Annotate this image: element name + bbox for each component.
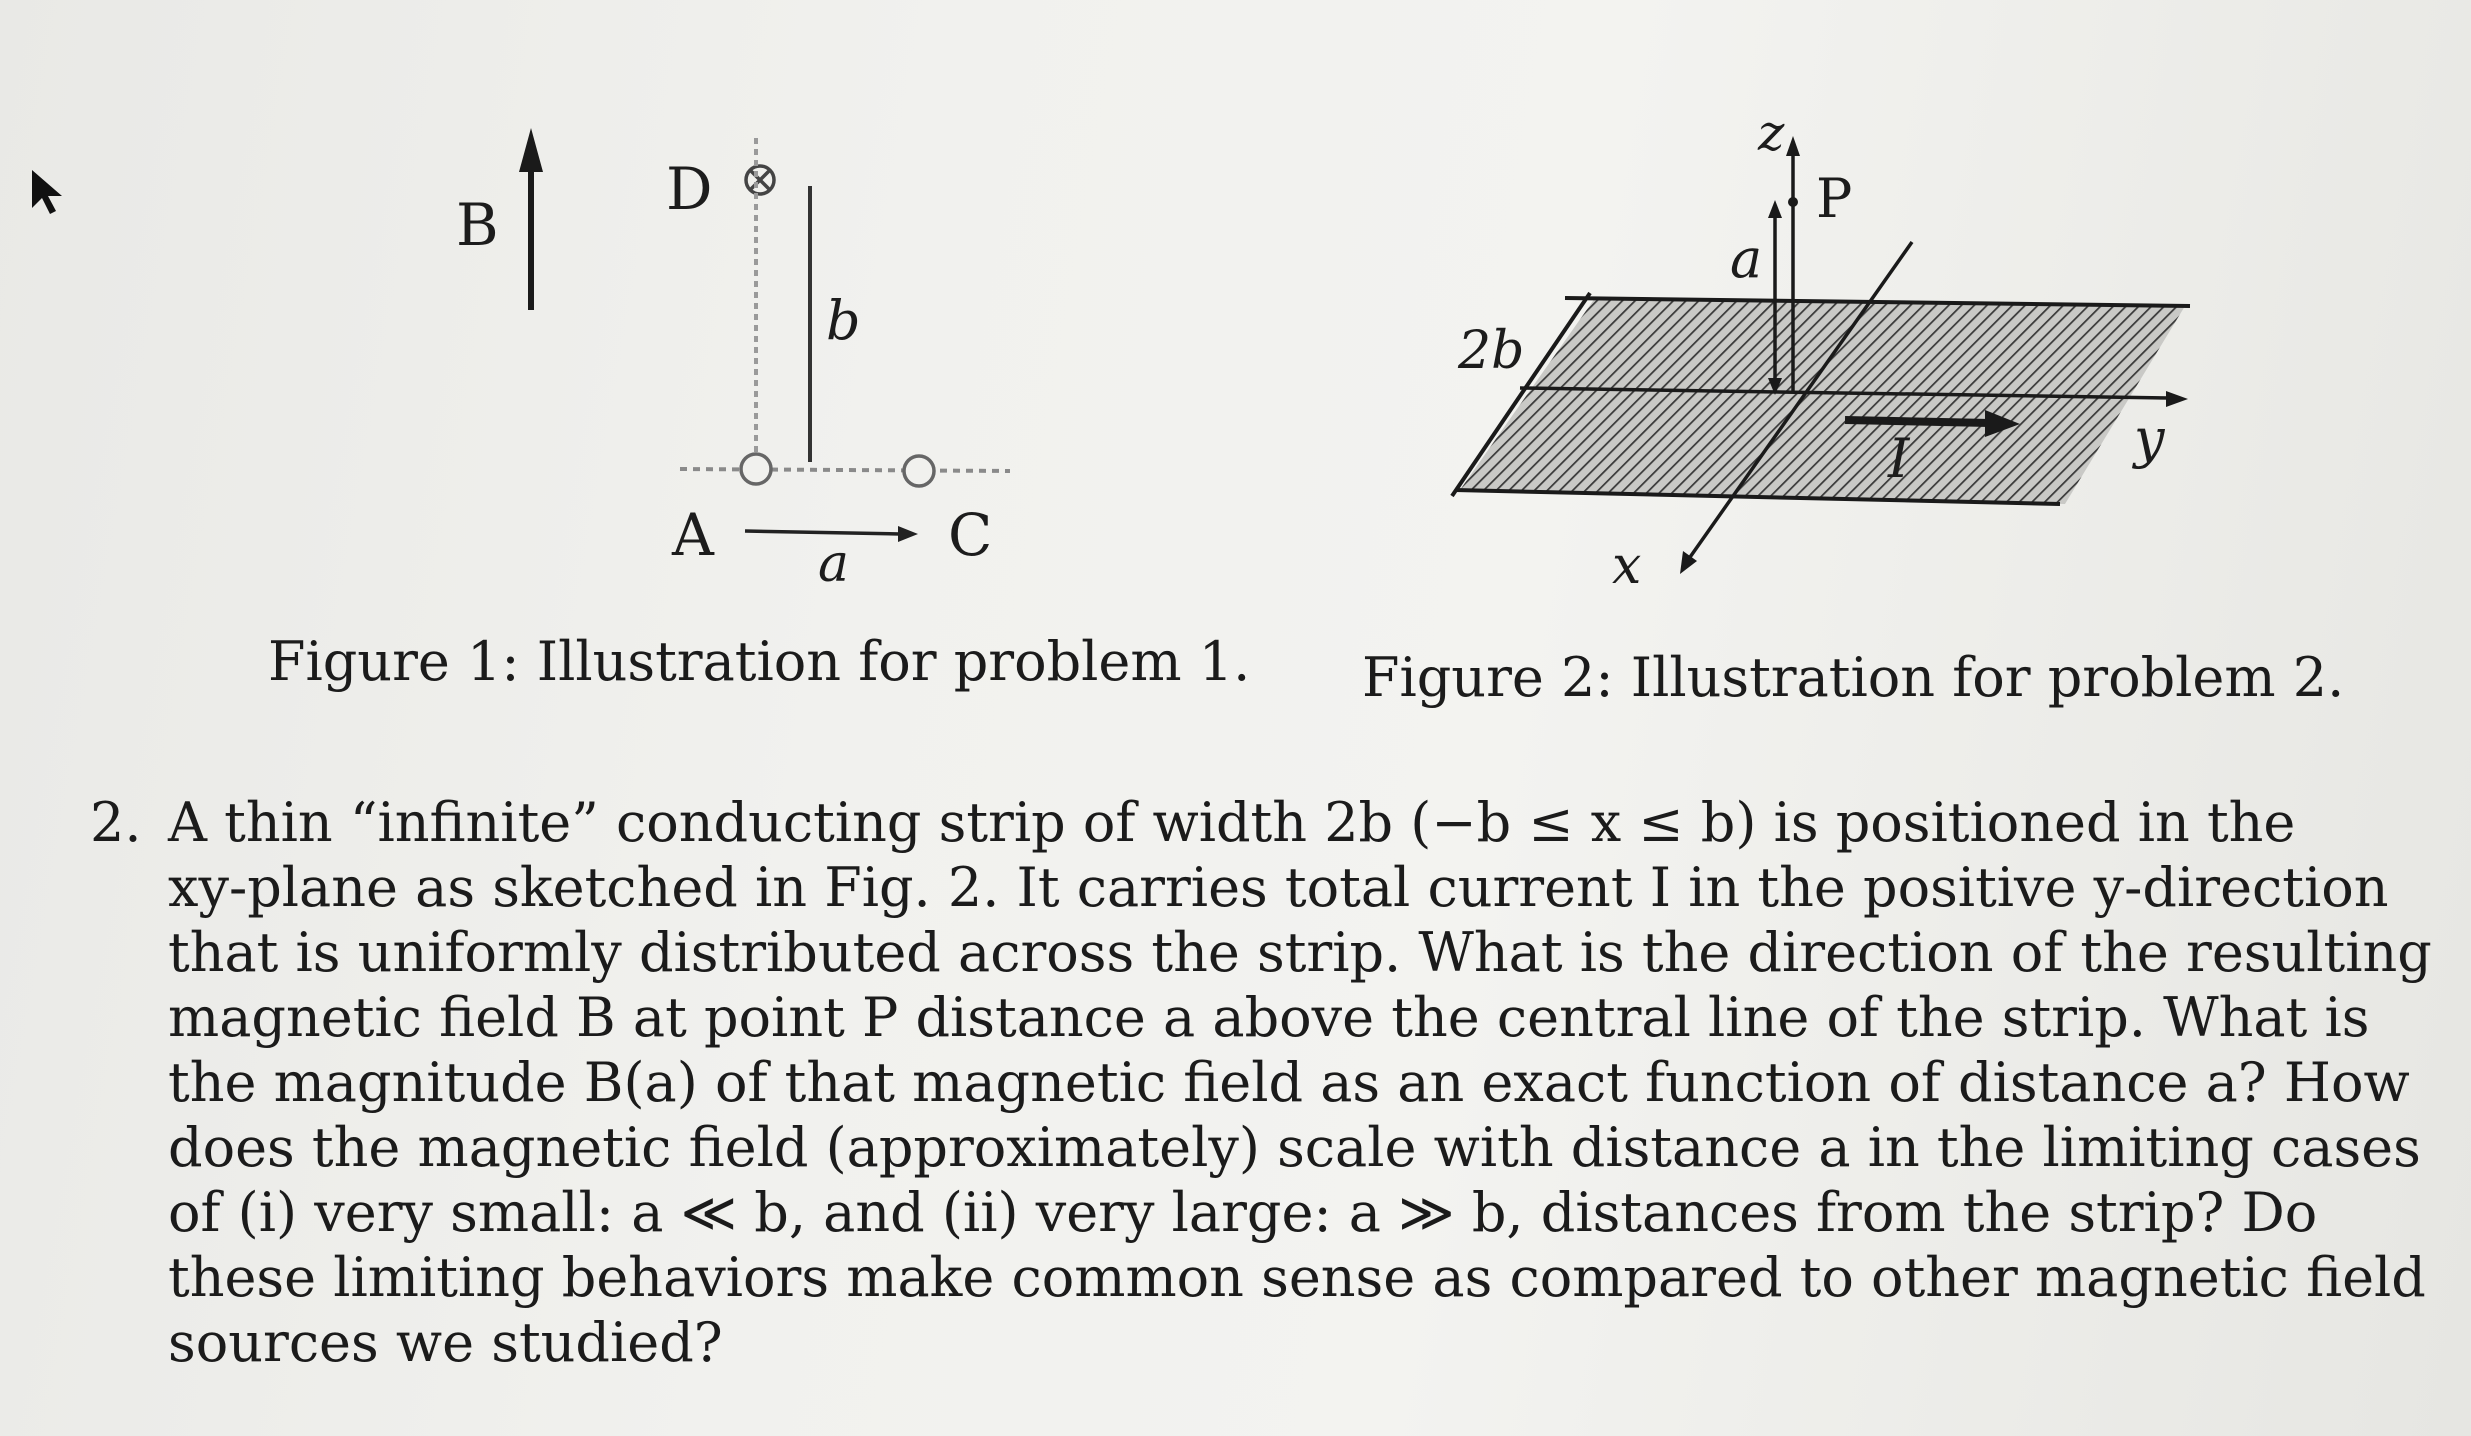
label-y-axis: y bbox=[2134, 407, 2165, 470]
label-wire-d: D bbox=[666, 155, 713, 223]
label-distance-b: b bbox=[826, 289, 861, 352]
problem-line: magnetic field B at point P distance a above the central line of the strip. What is bbox=[168, 986, 2370, 1049]
wire-a-symbol bbox=[741, 454, 771, 484]
problem-line: A thin “infinite” conducting strip of width 2b (−b ≤ x ≤ b) is positioned in the bbox=[168, 791, 2296, 854]
conducting-strip bbox=[1460, 298, 2185, 504]
label-point-p: P bbox=[1816, 167, 1853, 230]
problem-line: of (i) very small: a ≪ b, and (ii) very large: a ≫ b, distances from the strip? Do bbox=[168, 1181, 2318, 1244]
label-x-axis: x bbox=[1612, 536, 1642, 596]
label-distance-a: a bbox=[818, 534, 850, 594]
label-wire-c: C bbox=[948, 501, 993, 569]
figure-2-caption: Figure 2: Illustration for problem 2. bbox=[1362, 646, 2345, 709]
point-p bbox=[1788, 197, 1798, 207]
label-b-field: B bbox=[456, 191, 499, 259]
problem-line: does the magnetic field (approximately) scale with distance a in the limiting cases bbox=[168, 1116, 2421, 1179]
label-z-axis: z bbox=[1758, 104, 1785, 162]
label-current-i: I bbox=[1888, 427, 1910, 490]
label-distance-a-fig2: a bbox=[1730, 227, 1763, 290]
problem-number: 2. bbox=[90, 791, 142, 854]
problem-line: these limiting behaviors make common sense as compared to other magnetic field bbox=[168, 1246, 2426, 1309]
figure-1-diagram bbox=[519, 128, 1010, 542]
current-arrow bbox=[1845, 420, 1990, 423]
label-width-2b: 2b bbox=[1458, 321, 1525, 381]
problem-line: the magnitude B(a) of that magnetic field as an exact function of distance a? How bbox=[168, 1051, 2410, 1114]
dotted-line-a-c bbox=[680, 469, 1010, 471]
wire-c-symbol bbox=[904, 456, 934, 486]
b-field-arrowhead bbox=[519, 128, 543, 172]
label-wire-a: A bbox=[672, 501, 714, 569]
problem-line: xy-plane as sketched in Fig. 2. It carries total current I in the positive y-direction bbox=[168, 856, 2389, 919]
figure-1-caption: Figure 1: Illustration for problem 1. bbox=[268, 630, 1251, 693]
problem-line: sources we studied? bbox=[168, 1311, 723, 1374]
problem-line: that is uniformly distributed across the strip. What is the direction of the resulting bbox=[168, 921, 2432, 984]
